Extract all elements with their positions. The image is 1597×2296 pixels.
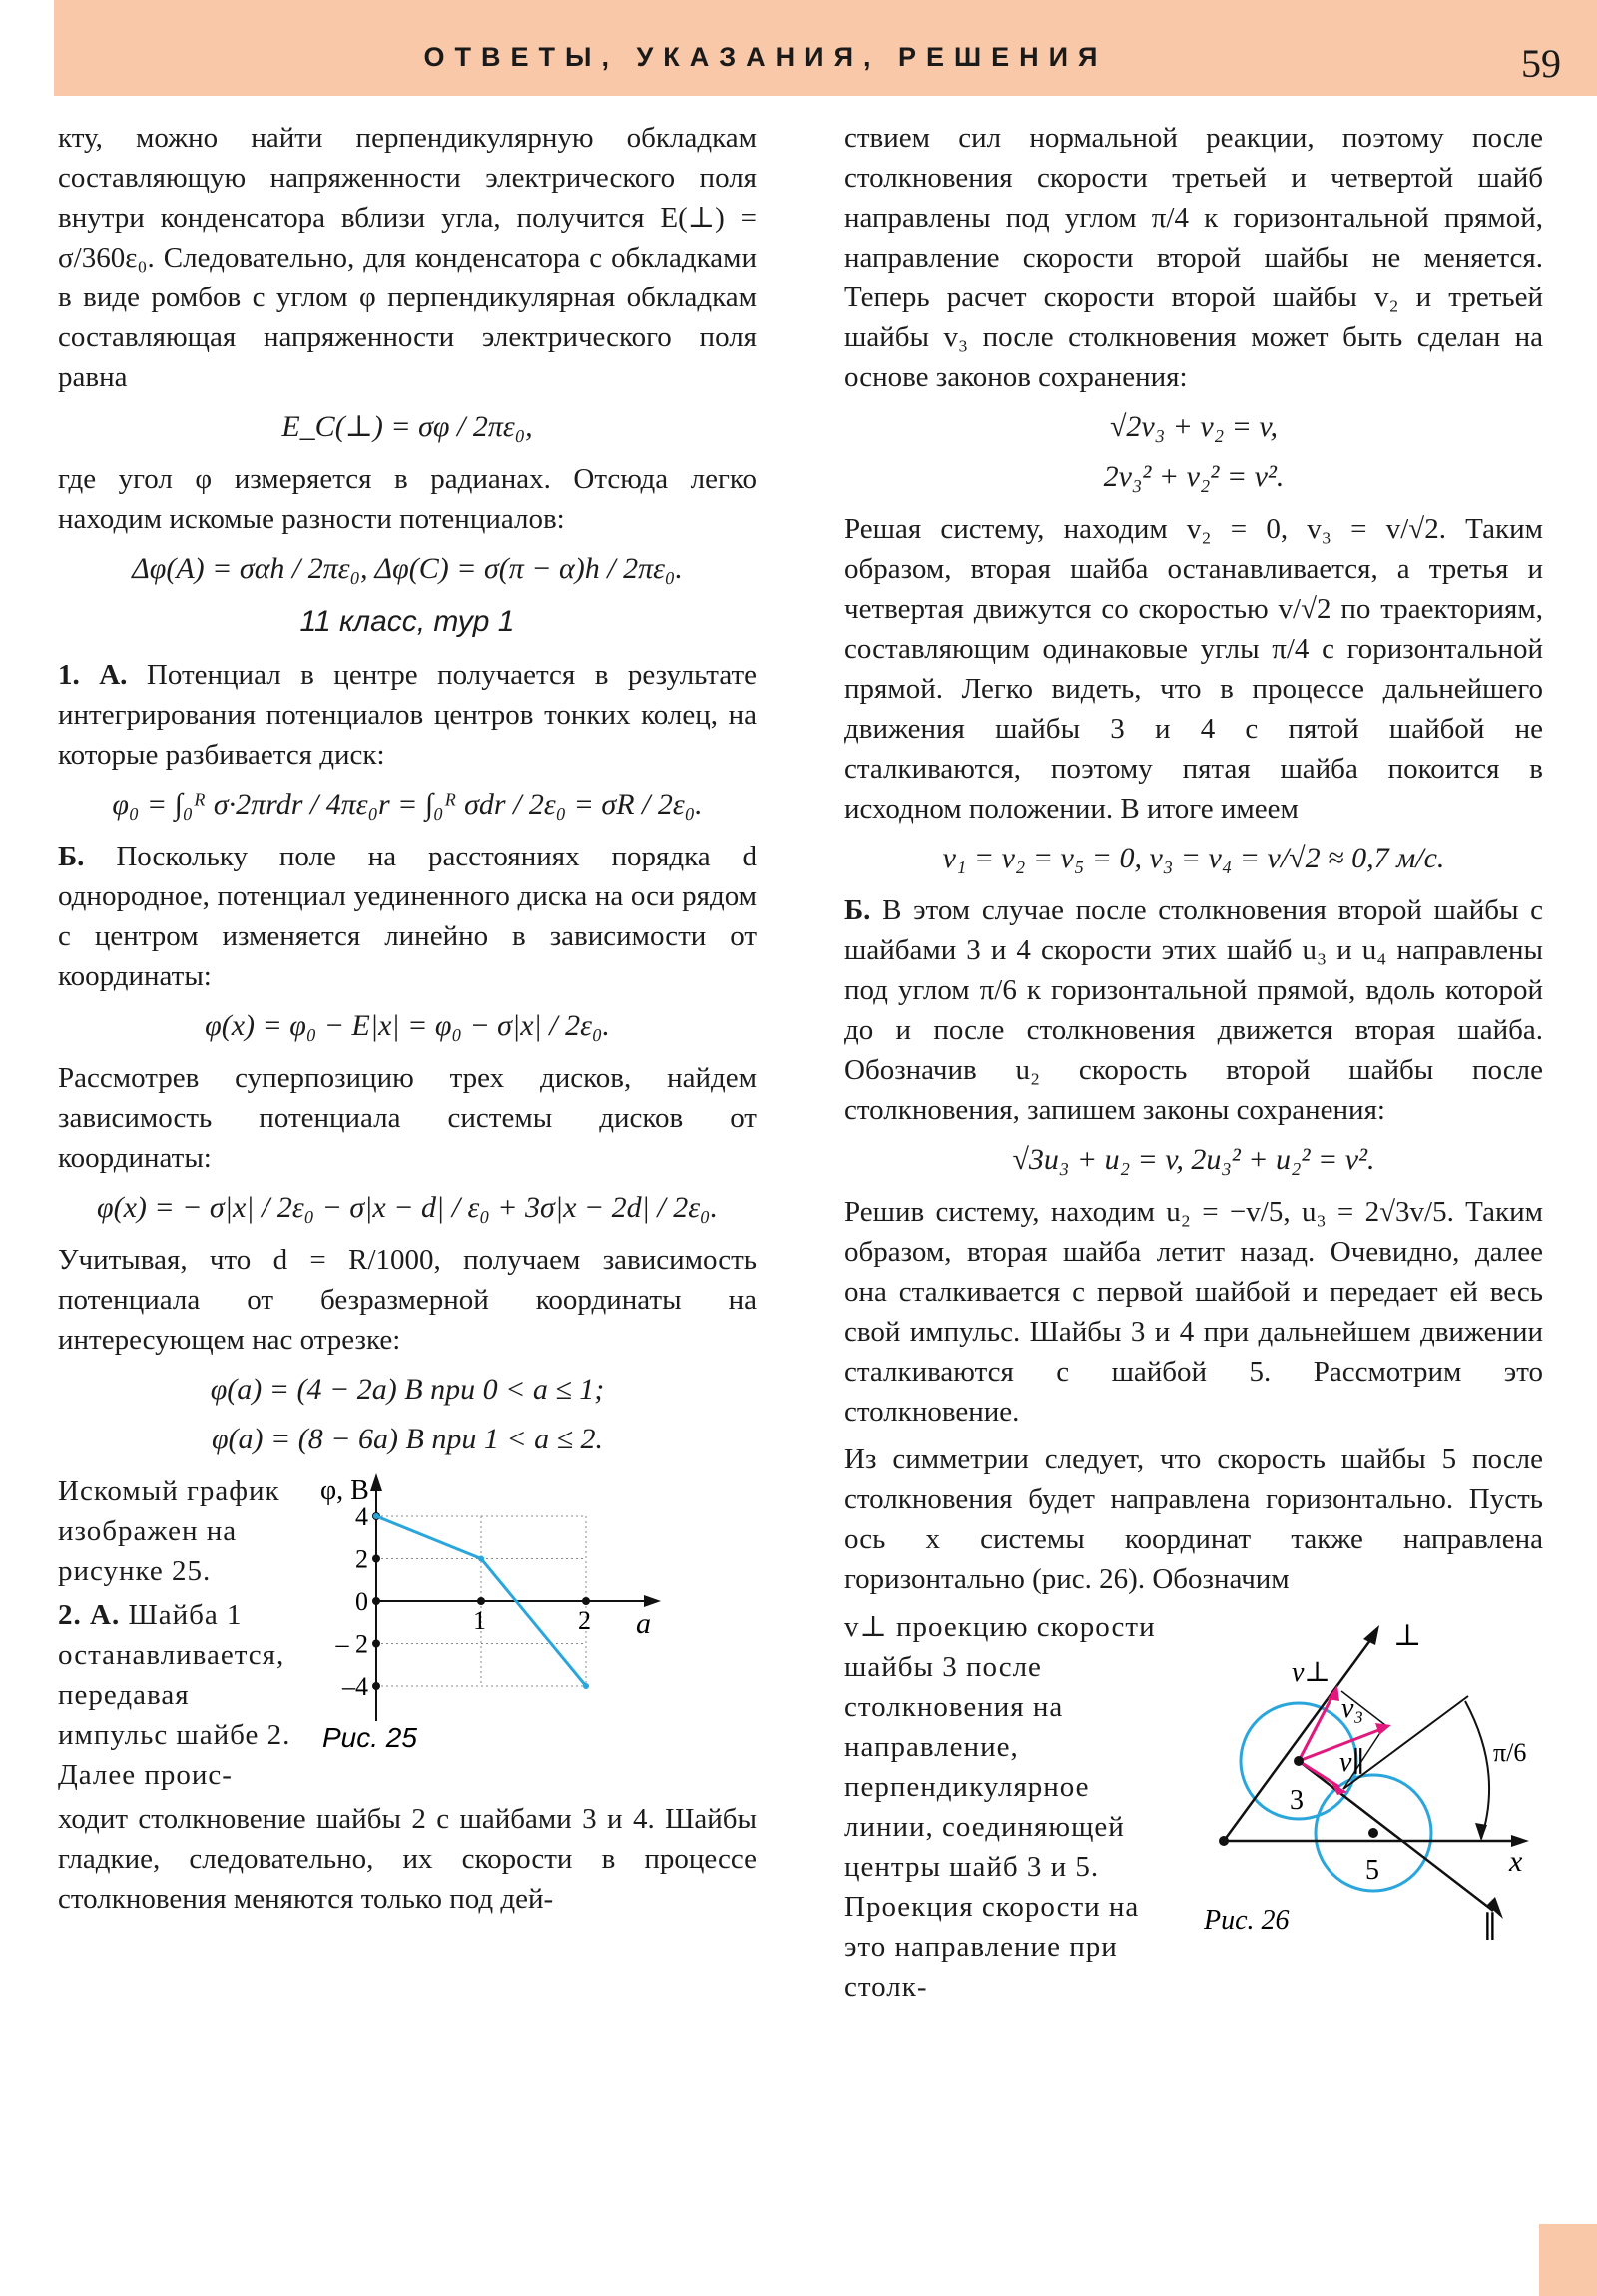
y-tick-dot [372,1597,380,1605]
figure-caption: Рис. 25 [322,1722,417,1751]
x-tick-labels [473,1597,591,1635]
v3-arrow [1375,1723,1391,1735]
paragraph: Из симметрии следует, что скорость шайбы 5 после столкновения будет направлена горизонтально. Пусть ось x системы координат также направлена горизонтально (рис. 26). Обозначим [844,1443,1543,1595]
section-heading: 11 класс, тур 1 [299,605,515,638]
collision-diagram [1204,1611,1543,1941]
formula-system-1a: √2v₃ + v₂ = v, [1109,410,1279,443]
y-tick-label: 2 [355,1544,368,1574]
paragraph: Решая систему, находим v₂ = 0, v₃ = v/√2. Таким образом, вторая шайба останавливается, а третья и четвертая движутся со скоростью v/√2 по траекториям, составляющим одинаковые углы π/4 с горизонтальной прямой. Легко видеть, что в процессе дальнейшего движения шайбы 3 и 4 с пятой шайбой не сталкиваются, поэтому пятая шайба покоится в исходном положении. В итоге имеем [844,513,1543,825]
paragraph: Учитывая, что d = R/1000, получаем зависимость потенциала от безразмерной координаты на интересующем нас отрезке: [58,1244,757,1356]
formula-phi-x: φ(x) = φ₀ − E|x| = φ₀ − σ|x| / 2ε₀. [205,1009,610,1042]
page-header [54,0,1597,96]
figure-25-block [58,1471,757,1799]
origin-point [1219,1836,1229,1846]
figure-25 [316,1471,676,1799]
paragraph: ствием сил нормальной реакции, поэтому после столкновения скорости третьей и четвертой шайб направлены под углом π/4 к горизонтальной прямой, направление скорости второй шайбы не меняется. Теперь расчет скорости второй шайбы v₂ и третьей шайбы v₃ после столкновения может быть сделан на основе законов сохранения: [844,122,1543,393]
paragraph: Искомый график изображен на рисунке 25. [58,1475,280,1587]
formula-phi-a-1: φ(a) = (4 − 2a) В при 0 < a ≤ 1; [210,1373,605,1406]
paragraph: 1. А. Потенциал в центре получается в результате интегрирования потенциалов центров тонких колец, на которые разбивается диск: [58,659,757,771]
x-axis-label: x [1509,1845,1523,1878]
parallel-axis [1299,1761,1493,1911]
angle-arc-arrow [1475,1823,1487,1841]
paragraph: Решив систему, находим u₂ = −v/5, u₃ = 2√3v/5. Таким образом, вторая шайба летит назад. Очевидно, далее она сталкивается с первой шайбой и передает ей весь свой импульс. Шайбы 3 и 4 при дальнейшем движении сталкиваются с шайбой 5. Рассмотрим это столкновение. [844,1196,1543,1428]
formula-result: v₁ = v₂ = v₅ = 0, v₃ = v₄ = v/√2 ≈ 0,7 м/с. [942,842,1445,874]
x-tick-label: 1 [473,1606,486,1635]
y-tick-dot [372,1682,380,1690]
formula-system-2: √3u₃ + u₂ = v, 2u₃² + u₂² = v². [1012,1143,1375,1176]
paragraph: ходит столкновение шайбы 2 с шайбами 3 и 4. Шайбы гладкие, следовательно, их скорости в процессе столкновения меняются только под дей- [58,1803,757,1915]
y-tick-labels [335,1502,381,1701]
y-tick-dot [372,1640,380,1648]
paragraph: 2. А. Шайба 1 останавливается, передавая импульс шайбе 2. Далее проис- [58,1599,291,1791]
formula-delta-phi: Δφ(A) = σαh / 2πε₀, Δφ(C) = σ(π − α)h / 2πε₀. [132,552,683,585]
x-axis-arrow [644,1595,661,1607]
x-tick-dot [582,1597,590,1605]
y-axis-label: φ, В [320,1475,369,1506]
y-tick-dot [372,1555,380,1563]
paragraph: v⊥ проекцию скорости шайбы 3 после столкновения на направление, перпендикулярное линии, соединяющей центры шайб 3 и 5. Проекция скорости на это направление при столк- [844,1611,1156,2003]
y-tick-label: – 2 [335,1629,368,1659]
formula-system-1b: 2v₃² + v₂² = v². [1103,460,1285,493]
puck-3-label: 3 [1290,1785,1304,1816]
paragraph: Рассмотрев суперпозицию трех дисков, найдем зависимость потенциала системы дисков от координаты: [58,1062,757,1174]
data-point [583,1683,589,1689]
v3-label: v₃ [1341,1693,1364,1724]
paragraph: Б. В этом случае после столкновения второй шайбы с шайбами 3 и 4 скорости этих шайб u₃ и u₄ направлены под углом π/6 к горизонтальной прямой, вдоль которой до и после столкновения движется вторая шайба. Обозначив u₂ скорость второй шайбы после столкновения, запишем законы сохранения: [844,894,1543,1126]
angle-arc [1465,1701,1489,1839]
page-corner-tab [1539,2224,1597,2296]
angle-label: π/6 [1493,1738,1527,1767]
v-par-label: v∥ [1339,1747,1365,1778]
perpendicular-axis-label: ⊥ [1393,1619,1422,1652]
y-tick-label: 0 [355,1587,368,1616]
right-column [844,118,1543,2014]
x-axis-label: a [636,1607,651,1640]
problem-label: 2. А. [58,1599,121,1631]
parallel-axis-label: ∥ [1483,1911,1497,1941]
x-tick-dot [477,1597,485,1605]
formula-phi-a-2: φ(a) = (8 − 6a) В при 1 < a ≤ 2. [211,1423,604,1455]
data-point [373,1513,379,1519]
problem-label: Б. [844,894,871,926]
y-tick-label: 4 [355,1502,368,1531]
paragraph: Б. Поскольку поле на расстояниях порядка d однородное, потенциал уединенного диска на оси рядом с центром изменяется линейно в зависимости от координаты: [58,841,757,992]
puck-5-center [1368,1828,1378,1838]
page-number: 59 [1521,41,1561,86]
paragraph: где угол φ измеряется в радианах. Отсюда легко находим искомые разности потенциалов: [58,463,757,535]
v-perp-label: v⊥ [1292,1657,1331,1688]
formula-phi0: φ₀ = ∫₀ᴿ σ·2πrdr / 4πε₀r = ∫₀ᴿ σdr / 2ε₀ = σR / 2ε₀. [112,788,703,821]
y-axis-arrow [370,1473,382,1491]
x-tick-label: 2 [578,1606,591,1635]
v-par-vector [1299,1761,1339,1787]
figure-caption: Рис. 26 [1204,1905,1290,1936]
running-title: ОТВЕТЫ, УКАЗАНИЯ, РЕШЕНИЯ [423,42,1108,72]
problem-label: Б. [58,841,85,872]
perpendicular-axis-arrow [1363,1625,1379,1645]
puck-3-center [1294,1756,1304,1766]
formula-e-perp: E_C(⊥) = σφ / 2πε₀, [281,410,533,443]
data-point [478,1556,484,1562]
problem-label: 1. А. [58,659,128,691]
y-tick-label: –4 [342,1672,368,1701]
chart-phi-a [316,1471,676,1751]
left-column [58,118,757,1927]
figure-26 [1204,1611,1543,2014]
paragraph: кту, можно найти перпендикулярную обкладкам составляющую напряженности электрического поля внутри конденсатора вблизи угла, получится E(⊥) = σ/360ε₀. Следовательно, для конденсатора с обкладками в виде ромбов с углом φ перпендикулярная обкладкам составляющая напряженности электрического поля равна [58,122,757,393]
figure-26-block [844,1607,1543,2014]
formula-superposition: φ(x) = − σ|x| / 2ε₀ − σ|x − d| / ε₀ + 3σ|x − 2d| / 2ε₀. [97,1191,718,1224]
puck-5-label: 5 [1365,1855,1379,1886]
